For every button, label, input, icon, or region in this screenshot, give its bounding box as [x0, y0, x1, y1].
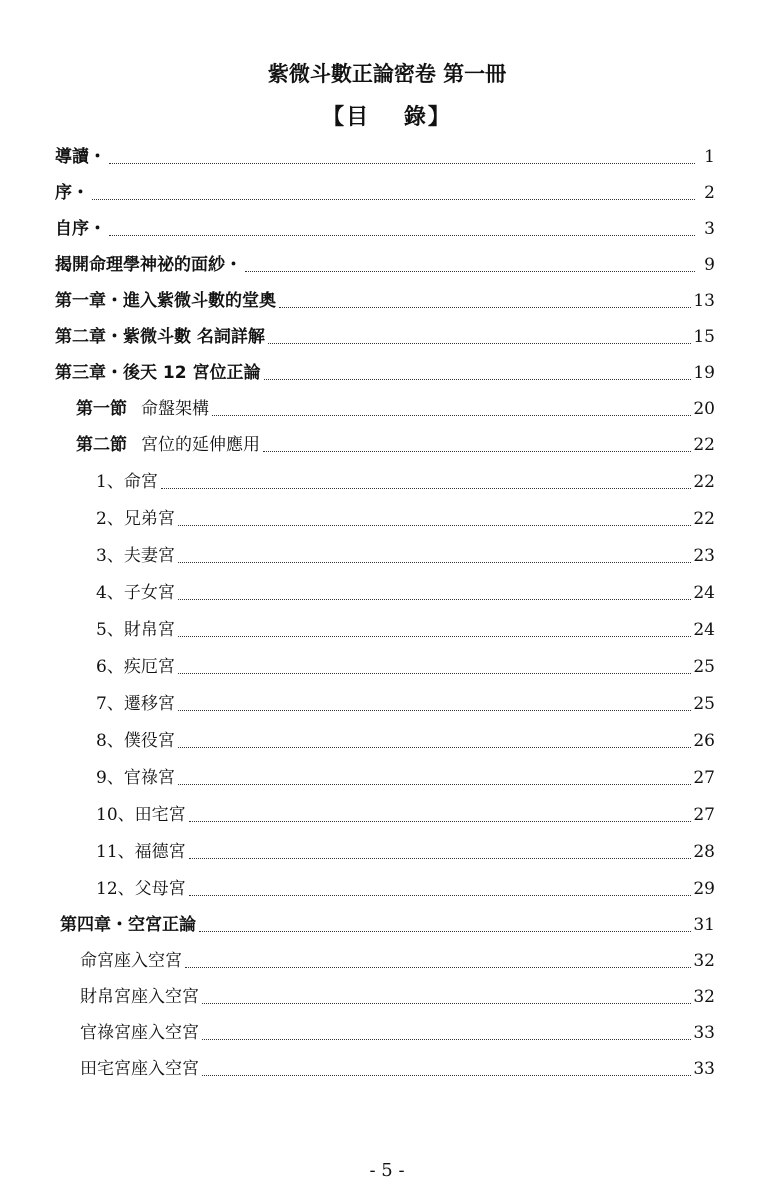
toc-subentry: 6、疾厄宮 25 — [96, 657, 715, 677]
toc-subentry: 2、兄弟宮 22 — [96, 509, 715, 529]
toc-entry: 第二章・紫微斗數 名詞詳解 15 — [55, 327, 715, 347]
toc-subentry: 8、僕役宮 26 — [96, 731, 715, 751]
toc-subentry: 3、夫妻宮 23 — [96, 546, 715, 566]
toc-heading: 【目 錄】 — [322, 105, 452, 130]
toc-entry: 序・ 2 — [55, 183, 715, 203]
toc-entry: 第一章・進入紫微斗數的堂奧 13 — [55, 291, 715, 311]
toc-subentry: 7、遷移宮 25 — [96, 694, 715, 714]
toc-subentry: 12、父母宮 29 — [96, 879, 715, 899]
toc-subentry: 4、子女宮 24 — [96, 583, 715, 603]
toc-subentry: 5、財帛宮 24 — [96, 620, 715, 640]
toc-section-entry: 第二節 宮位的延伸應用 22 — [76, 435, 715, 455]
toc-subentry: 官祿宮座入空宮 33 — [80, 1023, 715, 1043]
toc-subentry: 9、官祿宮 27 — [96, 768, 715, 788]
toc-entry: 自序・ 3 — [55, 219, 715, 239]
toc-entry: 揭開命理學神祕的面紗・ 9 — [55, 255, 715, 275]
toc-entry: 第四章・空宮正論 31 — [60, 915, 715, 935]
book-title: 紫微斗數正論密卷 第一冊 — [267, 62, 507, 86]
toc-subentry: 田宅宮座入空宮 33 — [80, 1059, 715, 1079]
toc-subentry: 財帛宮座入空宮 32 — [80, 987, 715, 1007]
toc-section-entry: 第一節 命盤架構 20 — [76, 399, 715, 419]
toc-entry: 第三章・後天 12 宮位正論 19 — [55, 363, 715, 383]
toc-subentry: 10、田宅宮 27 — [96, 805, 715, 825]
toc-subentry: 11、福德宮 28 — [96, 842, 715, 862]
toc-entry: 導讀・ 1 — [55, 147, 715, 167]
page-number: - 5 - — [369, 1160, 405, 1181]
toc-subentry: 命宮座入空宮 32 — [80, 951, 715, 971]
toc-subentry: 1、命宮 22 — [96, 472, 715, 492]
